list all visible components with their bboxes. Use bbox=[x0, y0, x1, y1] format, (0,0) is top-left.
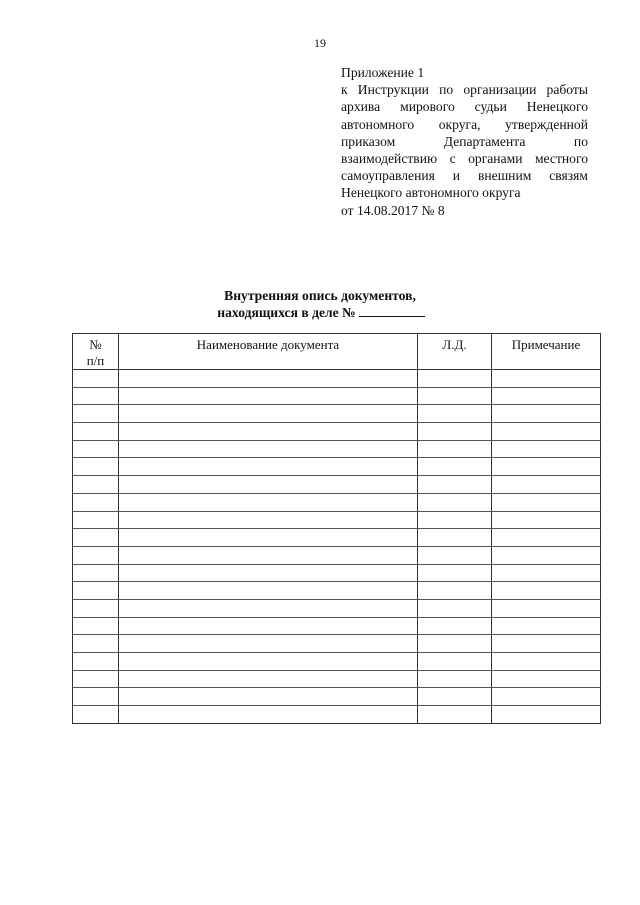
cell-document-name bbox=[119, 476, 418, 494]
inventory-table bbox=[72, 333, 601, 724]
cell-note bbox=[492, 653, 601, 671]
cell-note bbox=[492, 511, 601, 529]
cell-sheets bbox=[418, 635, 492, 653]
cell-sheets bbox=[418, 688, 492, 706]
cell-number bbox=[73, 423, 119, 441]
cell-sheets bbox=[418, 370, 492, 388]
cell-note bbox=[492, 370, 601, 388]
cell-note bbox=[492, 670, 601, 688]
table-row bbox=[73, 476, 601, 494]
cell-document-name bbox=[119, 564, 418, 582]
cell-note bbox=[492, 546, 601, 564]
appendix-line: взаимодействию с органами местного bbox=[341, 151, 588, 167]
cell-sheets bbox=[418, 670, 492, 688]
cell-note bbox=[492, 706, 601, 724]
appendix-line: приказом Департамента по bbox=[341, 133, 588, 149]
title-line-2: находящихся в деле № bbox=[217, 305, 356, 320]
cell-note bbox=[492, 440, 601, 458]
cell-document-name bbox=[119, 635, 418, 653]
cell-sheets bbox=[418, 617, 492, 635]
cell-sheets bbox=[418, 582, 492, 600]
cell-number bbox=[73, 706, 119, 724]
table-row bbox=[73, 423, 601, 441]
table-row bbox=[73, 706, 601, 724]
table-row bbox=[73, 405, 601, 423]
cell-sheets bbox=[418, 476, 492, 494]
appendix-line: самоуправления и внешним связям bbox=[341, 168, 588, 184]
cell-number bbox=[73, 582, 119, 600]
cell-number bbox=[73, 670, 119, 688]
header-sheets bbox=[418, 334, 492, 370]
case-number-blank bbox=[359, 304, 425, 317]
cell-document-name bbox=[119, 387, 418, 405]
cell-number bbox=[73, 529, 119, 547]
cell-number bbox=[73, 458, 119, 476]
cell-sheets bbox=[418, 546, 492, 564]
cell-note bbox=[492, 564, 601, 582]
cell-document-name bbox=[119, 370, 418, 388]
cell-sheets bbox=[418, 387, 492, 405]
appendix-line: Приложение 1 bbox=[341, 65, 425, 80]
cell-number bbox=[73, 564, 119, 582]
cell-note bbox=[492, 387, 601, 405]
table-row bbox=[73, 458, 601, 476]
cell-sheets bbox=[418, 599, 492, 617]
cell-note bbox=[492, 493, 601, 511]
cell-document-name bbox=[119, 599, 418, 617]
cell-note bbox=[492, 458, 601, 476]
table-row bbox=[73, 493, 601, 511]
cell-document-name bbox=[119, 529, 418, 547]
header-number bbox=[73, 334, 119, 370]
cell-sheets bbox=[418, 706, 492, 724]
table-row bbox=[73, 599, 601, 617]
inventory-body bbox=[73, 370, 601, 724]
table-row bbox=[73, 546, 601, 564]
cell-number bbox=[73, 688, 119, 706]
cell-sheets bbox=[418, 653, 492, 671]
cell-number bbox=[73, 599, 119, 617]
appendix-line: Ненецкого автономного округа bbox=[341, 185, 521, 201]
cell-document-name bbox=[119, 617, 418, 635]
header-document-name bbox=[119, 334, 418, 370]
cell-sheets bbox=[418, 440, 492, 458]
cell-sheets bbox=[418, 511, 492, 529]
table-row bbox=[73, 582, 601, 600]
cell-number bbox=[73, 511, 119, 529]
cell-note bbox=[492, 617, 601, 635]
appendix-header bbox=[341, 64, 588, 219]
table-row bbox=[73, 564, 601, 582]
appendix-line: к Инструкции по организации работы bbox=[341, 82, 588, 98]
cell-document-name bbox=[119, 688, 418, 706]
cell-document-name bbox=[119, 670, 418, 688]
cell-note bbox=[492, 529, 601, 547]
cell-document-name bbox=[119, 546, 418, 564]
table-row bbox=[73, 370, 601, 388]
cell-document-name bbox=[119, 582, 418, 600]
cell-number bbox=[73, 546, 119, 564]
table-row bbox=[73, 387, 601, 405]
cell-document-name bbox=[119, 653, 418, 671]
cell-number bbox=[73, 387, 119, 405]
table-row bbox=[73, 529, 601, 547]
cell-sheets bbox=[418, 423, 492, 441]
cell-number bbox=[73, 493, 119, 511]
cell-number bbox=[73, 476, 119, 494]
cell-sheets bbox=[418, 458, 492, 476]
cell-document-name bbox=[119, 493, 418, 511]
cell-document-name bbox=[119, 458, 418, 476]
cell-document-name bbox=[119, 405, 418, 423]
appendix-line: автономного округа, утвержденной bbox=[341, 116, 588, 132]
cell-note bbox=[492, 476, 601, 494]
cell-sheets bbox=[418, 529, 492, 547]
cell-number bbox=[73, 405, 119, 423]
cell-document-name bbox=[119, 440, 418, 458]
cell-document-name bbox=[119, 706, 418, 724]
table-row bbox=[73, 635, 601, 653]
cell-document-name bbox=[119, 423, 418, 441]
appendix-line: архива мирового судьи Ненецкого bbox=[341, 99, 588, 115]
cell-number bbox=[73, 617, 119, 635]
cell-note bbox=[492, 405, 601, 423]
appendix-line: от 14.08.2017 № 8 bbox=[341, 202, 445, 218]
table-row bbox=[73, 670, 601, 688]
table-row bbox=[73, 617, 601, 635]
table-row bbox=[73, 511, 601, 529]
cell-sheets bbox=[418, 493, 492, 511]
header-note-label: Примечание bbox=[511, 337, 581, 352]
cell-note bbox=[492, 423, 601, 441]
cell-number bbox=[73, 653, 119, 671]
table-row bbox=[73, 688, 601, 706]
header-number-label: № п/п bbox=[86, 337, 105, 368]
header-note bbox=[492, 334, 601, 370]
page-number: 19 bbox=[314, 36, 326, 50]
cell-sheets bbox=[418, 564, 492, 582]
cell-note bbox=[492, 582, 601, 600]
cell-sheets bbox=[418, 405, 492, 423]
cell-number bbox=[73, 440, 119, 458]
header-sheets-label: Л.Д. bbox=[442, 337, 467, 352]
cell-note bbox=[492, 688, 601, 706]
cell-note bbox=[492, 599, 601, 617]
cell-note bbox=[492, 635, 601, 653]
cell-number bbox=[73, 370, 119, 388]
table-row bbox=[73, 653, 601, 671]
title-line-1: Внутренняя опись документов, bbox=[224, 288, 416, 303]
document-title bbox=[0, 287, 640, 321]
header-document-name-label: Наименование документа bbox=[196, 337, 340, 352]
cell-number bbox=[73, 635, 119, 653]
table-row bbox=[73, 440, 601, 458]
table-header-row bbox=[73, 334, 601, 370]
cell-document-name bbox=[119, 511, 418, 529]
